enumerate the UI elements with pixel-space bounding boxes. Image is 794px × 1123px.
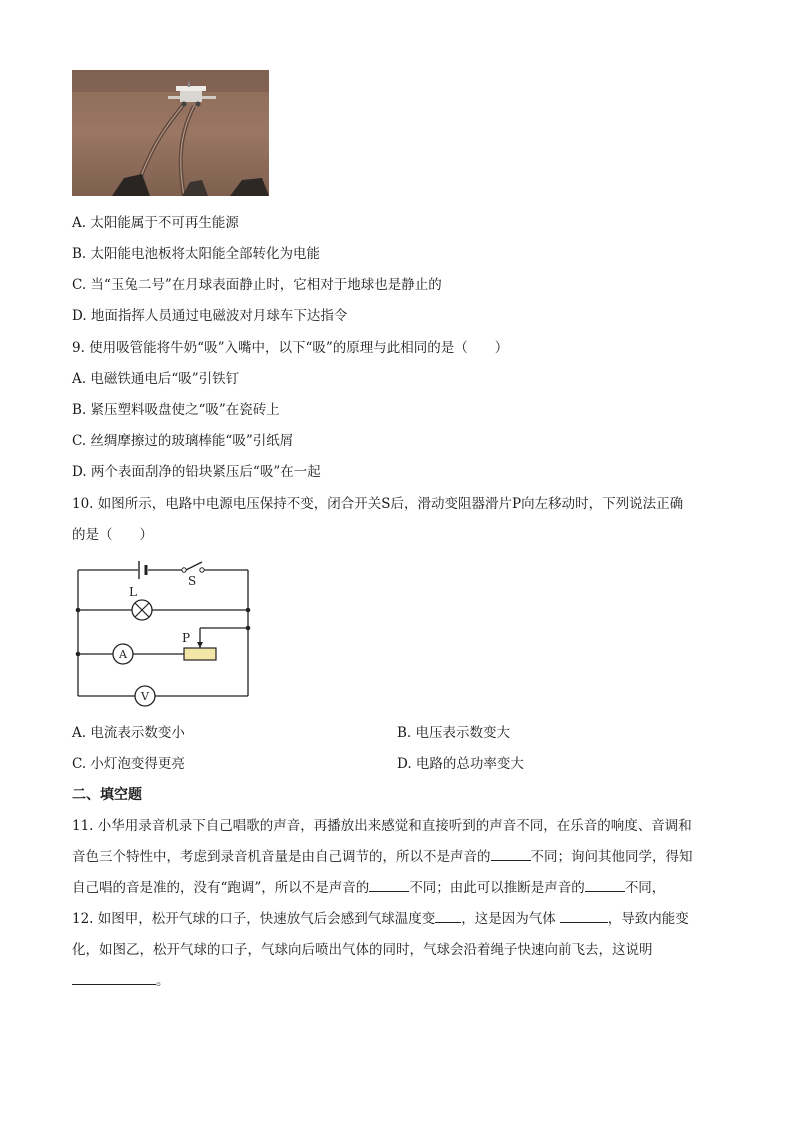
ammeter-label: A — [119, 648, 127, 661]
q8-option-d: D. 地面指挥人员通过电磁波对月球车下达指令 — [72, 308, 348, 324]
q10-option-c: C. 小灯泡变得更亮 — [72, 756, 185, 772]
switch-contact — [200, 568, 204, 572]
battery-symbol — [139, 561, 146, 579]
q11-line3-text-c: 不同， — [624, 880, 666, 896]
answer-blank[interactable] — [585, 879, 625, 892]
q11-line3-text-b: 不同；由此可以推断是声音的 — [409, 880, 585, 896]
q10-stem-line1: 10. 如图所示，电路中电源电压保持不变，闭合开关S后，滑动变阻器滑片P向左移动时，下列说法正确 — [72, 496, 684, 512]
q12-line3 — [72, 972, 170, 990]
section-heading: 二、填空题 — [72, 787, 142, 803]
rheostat-symbol — [184, 648, 216, 660]
slider-label: P — [182, 631, 191, 645]
answer-blank[interactable] — [491, 848, 531, 861]
q12-line1-text-c: ，导致内能变 — [607, 911, 689, 927]
switch-contact — [182, 568, 186, 572]
q10-option-d: D. 电路的总功率变大 — [397, 756, 524, 772]
junction-dot — [246, 608, 251, 613]
q8-option-a: A. 太阳能属于不可再生能源 — [72, 215, 239, 231]
q10-stem-line2: 的是（ ） — [72, 527, 153, 543]
slider-arrow — [197, 642, 203, 648]
q9-option-a: A. 电磁铁通电后“吸”引铁钉 — [72, 371, 240, 387]
q12-line1-text-b: ，这是因为气体 — [461, 911, 556, 927]
q11-line3-text-a: 自己唱的音是准的，没有“跑调”，所以不是声音的 — [72, 880, 370, 896]
answer-blank[interactable] — [369, 879, 409, 892]
lunar-rover-illustration — [72, 70, 269, 196]
junction-dot — [246, 626, 251, 631]
answer-blank[interactable] — [560, 910, 608, 923]
q12-line1-text-a: 12. 如图甲，松开气球的口子，快速放气后会感到气球温度变 — [72, 911, 436, 927]
q11-line2-text-a: 音色三个特性中，考虑到录音机音量是由自己调节的，所以不是声音的 — [72, 849, 491, 865]
q10-option-b: B. 电压表示数变大 — [397, 725, 511, 741]
q11-line2-text-b: 不同；询问其他同学，得知 — [530, 849, 693, 865]
answer-blank[interactable] — [435, 910, 461, 923]
q11-line1: 11. 小华用录音机录下自己唱歌的声音，再播放出来感觉和直接听到的声音不同，在乐音的响度、音调和 — [72, 818, 692, 834]
q10-option-a: A. 电流表示数变小 — [72, 725, 185, 741]
q12-line2: 化，如图乙，松开气球的口子，气球向后喷出气体的同时，气球会沿着绳子快速向前飞去，这说明 — [72, 942, 653, 958]
q9-option-b: B. 紧压塑料吸盘使之“吸”在瓷砖上 — [72, 402, 280, 418]
q12-line3-text: 。 — [156, 973, 170, 989]
circuit-diagram — [72, 556, 256, 712]
q8-option-c: C. 当“玉兔二号”在月球表面静止时，它相对于地球也是静止的 — [72, 277, 442, 293]
lamp-label: L — [129, 585, 137, 599]
q11-line3 — [72, 879, 665, 897]
q9-option-c: C. 丝绸摩擦过的玻璃棒能“吸”引纸屑 — [72, 433, 294, 449]
lunar-rover-photo — [72, 70, 269, 196]
answer-blank[interactable] — [72, 972, 156, 985]
junction-dot — [76, 652, 81, 657]
q8-option-b: B. 太阳能电池板将太阳能全部转化为电能 — [72, 246, 321, 262]
junction-dot — [76, 608, 81, 613]
q12-line1 — [72, 910, 689, 928]
lamp-symbol — [132, 600, 152, 620]
voltmeter-label: V — [141, 690, 149, 703]
q9-option-d: D. 两个表面刮净的铅块紧压后“吸”在一起 — [72, 464, 321, 480]
switch-label: S — [188, 574, 197, 588]
q11-line2 — [72, 848, 693, 866]
q9-stem: 9. 使用吸管能将牛奶“吸”入嘴中，以下“吸”的原理与此相同的是（ ） — [72, 340, 509, 356]
